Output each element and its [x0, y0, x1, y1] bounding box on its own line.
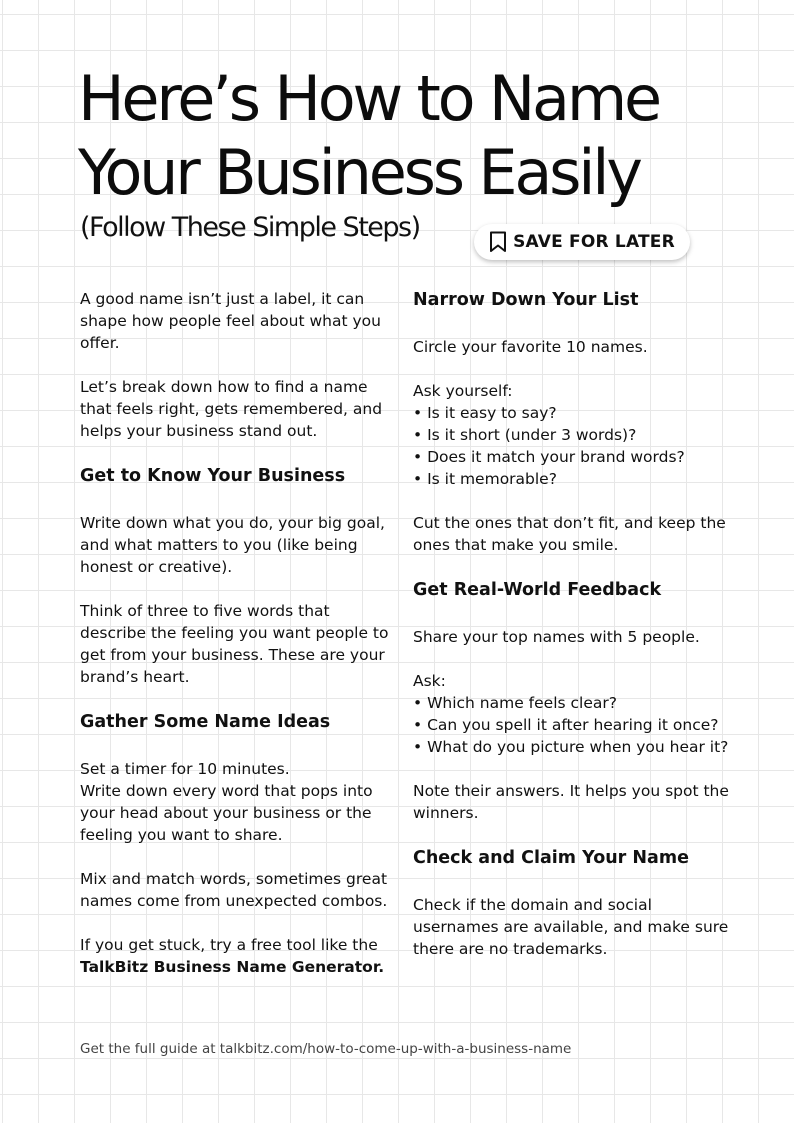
title-line-1: Here’s How to Name [78, 62, 659, 135]
gather-ideas-paragraph-2: Mix and match words, sometimes great names come from unexpected combos. [80, 870, 388, 910]
narrow-down-paragraph-1: Circle your favorite 10 names. [413, 338, 648, 356]
list-item: • Which name feels clear? [413, 694, 617, 712]
section-heading-gather-ideas: Gather Some Name Ideas [80, 712, 331, 732]
save-for-later-button[interactable] [474, 224, 690, 260]
list-item: • Is it short (under 3 words)? [413, 426, 637, 444]
footer-guide-link[interactable]: Get the full guide at talkbitz.com/how-to-come-up-with-a-business-name [80, 1041, 572, 1057]
list-item: • Is it memorable? [413, 470, 557, 488]
bookmark-icon [489, 231, 507, 253]
title-line-2: Your Business Easily [78, 136, 640, 209]
section-heading-narrow-down: Narrow Down Your List [413, 290, 639, 310]
section-heading-claim-name: Check and Claim Your Name [413, 848, 689, 868]
intro-paragraph-2: Let’s break down how to find a name that feels right, gets remembered, and helps your business stand out. [80, 378, 383, 440]
gather-ideas-paragraph-1 [80, 758, 390, 846]
feedback-paragraph-3: Note their answers. It helps you spot the winners. [413, 782, 729, 822]
intro-paragraph-1: A good name isn’t just a label, it can shape how people feel about what you offer. [80, 290, 381, 352]
save-button-label: SAVE FOR LATER [513, 232, 675, 252]
ask-label: Ask: [413, 672, 446, 690]
list-item: • Can you spell it after hearing it once? [413, 716, 719, 734]
page-title [78, 62, 718, 210]
claim-name-paragraph-1: Check if the domain and social usernames are available, and make sure there are no trademarks. [413, 896, 729, 958]
feedback-paragraph-1: Share your top names with 5 people. [413, 628, 700, 646]
list-item: • Does it match your brand words? [413, 448, 685, 466]
narrow-down-questions [413, 380, 733, 490]
ask-yourself-label: Ask yourself: [413, 382, 513, 400]
timer-line: Set a timer for 10 minutes. [80, 760, 290, 778]
section-heading-feedback: Get Real-World Feedback [413, 580, 662, 600]
write-down-line: Write down every word that pops into your head about your business or the feeling you want to share. [80, 782, 373, 844]
stuck-tip-text: If you get stuck, try a free tool like the [80, 936, 378, 954]
list-item: • What do you picture when you hear it? [413, 738, 729, 756]
name-generator-link[interactable]: TalkBitz Business Name Generator. [80, 958, 385, 976]
narrow-down-paragraph-3: Cut the ones that don’t fit, and keep the ones that make you smile. [413, 514, 726, 554]
right-column [413, 288, 733, 982]
gather-ideas-paragraph-3 [80, 934, 390, 978]
know-business-paragraph-2: Think of three to five words that describe the feeling you want people to get from your business. These are your brand’s heart. [80, 602, 389, 686]
know-business-paragraph-1: Write down what you do, your big goal, and what matters to you (like being honest or creative). [80, 514, 385, 576]
section-heading-know-business: Get to Know Your Business [80, 466, 346, 486]
list-item: • Is it easy to say? [413, 404, 557, 422]
left-column [80, 288, 390, 1000]
page-subtitle: (Follow These Simple Steps) [80, 212, 420, 243]
feedback-questions [413, 670, 733, 758]
